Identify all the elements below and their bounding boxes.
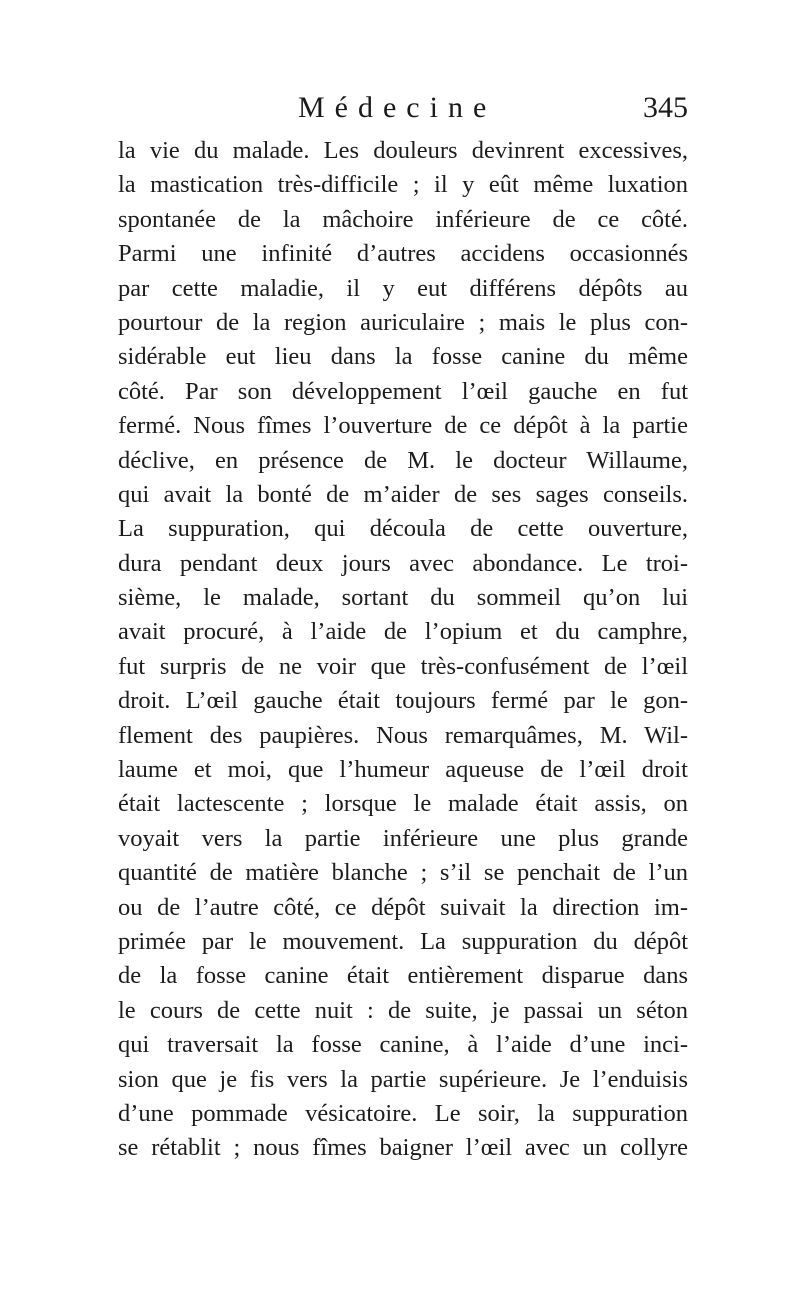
- text-line: de la fosse canine était entièrement disparue dans: [118, 962, 688, 990]
- text-line: le cours de cette nuit : de suite, je passai un séton: [118, 996, 688, 1024]
- text-line: droit. L’œil gauche était toujours fermé par le gon-: [118, 687, 688, 715]
- text-line: d’une pommade vésicatoire. Le soir, la suppuration: [118, 1099, 688, 1127]
- text-line: sième, le malade, sortant du sommeil qu’on lui: [118, 584, 688, 612]
- text-line: déclive, en présence de M. le docteur Willaume,: [118, 446, 688, 474]
- text-line: dura pendant deux jours avec abondance. Le troi-: [118, 549, 688, 577]
- text-line: La suppuration, qui découla de cette ouverture,: [118, 515, 688, 543]
- text-line: fermé. Nous fîmes l’ouverture de ce dépôt à la partie: [118, 412, 688, 440]
- text-line: la mastication très-difficile ; il y eût même luxation: [118, 171, 688, 199]
- body-text: [118, 134, 688, 1166]
- text-line: par cette maladie, il y eut différens dépôts au: [118, 274, 688, 302]
- text-line: primée par le mouvement. La suppuration du dépôt: [118, 927, 688, 955]
- page-header: [118, 88, 688, 128]
- text-line: laume et moi, que l’humeur aqueuse de l’œil droit: [118, 756, 688, 784]
- text-line: voyait vers la partie inférieure une plus grande: [118, 824, 688, 852]
- text-line: côté. Par son développement l’œil gauche en fut: [118, 377, 688, 405]
- running-title: Médecine: [298, 91, 497, 124]
- text-line: Parmi une infinité d’autres accidens occasionnés: [118, 240, 688, 268]
- page-number: 345: [643, 91, 688, 124]
- text-line: quantité de matière blanche ; s’il se penchait de l’un: [118, 859, 688, 887]
- text-line: sion que je fis vers la partie supérieure. Je l’enduisis: [118, 1065, 688, 1093]
- text-line: spontanée de la mâchoire inférieure de ce côté.: [118, 205, 688, 233]
- text-line: sidérable eut lieu dans la fosse canine du même: [118, 343, 688, 371]
- text-line: se rétablit ; nous fîmes baigner l’œil avec un collyre: [118, 1134, 688, 1162]
- text-line: flement des paupières. Nous remarquâmes, M. Wil-: [118, 721, 688, 749]
- text-line: fut surpris de ne voir que très-confusément de l’œil: [118, 652, 688, 680]
- text-line: qui traversait la fosse canine, à l’aide d’une inci-: [118, 1031, 688, 1059]
- text-line: qui avait la bonté de m’aider de ses sages conseils.: [118, 480, 688, 508]
- text-line: la vie du malade. Les douleurs devinrent excessives,: [118, 137, 688, 164]
- text-line: ou de l’autre côté, ce dépôt suivait la direction im-: [118, 893, 688, 921]
- text-line: était lactescente ; lorsque le malade était assis, on: [118, 790, 688, 818]
- text-line: avait procuré, à l’aide de l’opium et du camphre,: [118, 618, 688, 646]
- text-line: pourtour de la region auriculaire ; mais le plus con-: [118, 308, 688, 336]
